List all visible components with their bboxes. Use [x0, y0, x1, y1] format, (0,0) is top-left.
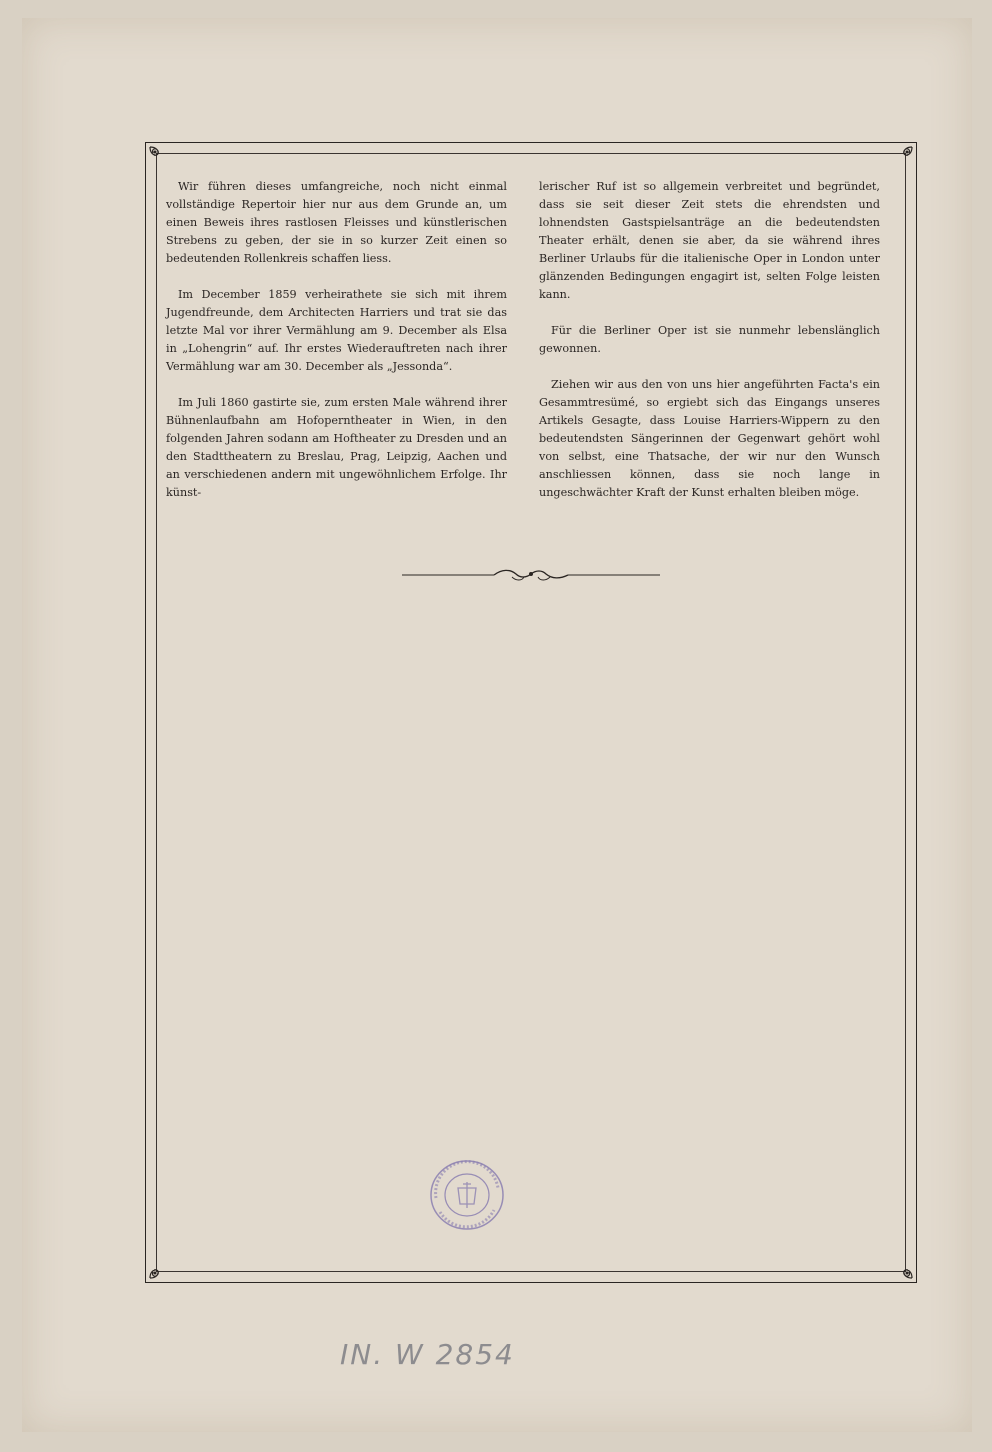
paragraph-reputation: lerischer Ruf ist so allgemein verbreitet und begründet, dass sie seit dieser Zeit stets die ehrendsten und lohnendsten Gastspielsanträge an die bedeutendsten Theater erhält, denen sie aber, da sie während ihres Berliner Urlaubs für die italienische Oper in London unter glänzenden Bedingungen engagirt ist, selten Folge leisten kann.: [539, 180, 880, 301]
library-stamp: [428, 1158, 506, 1232]
paragraph-repertoire: Wir führen dieses umfangreiche, noch nicht einmal vollständige Repertoir hier nur aus dem Grunde an, um einen Beweis ihres rastlosen Fleisses und künstlerischen Strebens zu geben, der sie in so kurzer Zeit einen so bedeutenden Rollenkreis schaffen liess.: [166, 180, 507, 265]
paragraph-summary: Ziehen wir aus den von uns hier angeführten Facta's ein Gesammtresümé, so ergiebt sich das Eingangs unseres Artikels Gesagte, dass Louise Harriers-Wippern zu den bedeutendsten Sängerinnen der Gegenwart gehört wohl von selbst, eine Thatsache, der wir nur den Wunsch anschliessen können, dass sie noch lange in ungeschwächter Kraft der Kunst erhalten bleiben möge.: [539, 378, 880, 499]
right-text-column: [539, 178, 880, 520]
handwritten-inventory-number: IN. W 2854: [340, 1338, 515, 1371]
paragraph-berlin-opera: Für die Berliner Oper ist sie nunmehr lebenslänglich gewonnen.: [539, 324, 880, 355]
paragraph-guest-performances: Im Juli 1860 gastirte sie, zum ersten Male während ihrer Bühnenlaufbahn am Hofoperntheater in Wien, in den folgenden Jahren sodann am Hoftheater zu Dresden und an den Stadttheatern zu Breslau, Prag, Leipzig, Aachen und an verschiedenen andern mit ungewöhnlichem Erfolge. Ihr künst-: [166, 396, 507, 499]
section-divider-ornament: [402, 565, 660, 583]
corner-ornament-bottom-left: [146, 1248, 180, 1282]
corner-ornament-bottom-right: [882, 1248, 916, 1282]
left-text-column: [166, 178, 507, 520]
paragraph-marriage: Im December 1859 verheirathete sie sich mit ihrem Jugendfreunde, dem Architecten Harriers und trat sie das letzte Mal vor ihrer Vermählung am 9. December als Elsa in „Lohengrin“ auf. Ihr erstes Wiederauftreten nach ihrer Vermählung war am 30. December als „Jessonda“.: [166, 288, 507, 373]
corner-ornament-top-left: [146, 143, 180, 177]
corner-ornament-top-right: [882, 143, 916, 177]
